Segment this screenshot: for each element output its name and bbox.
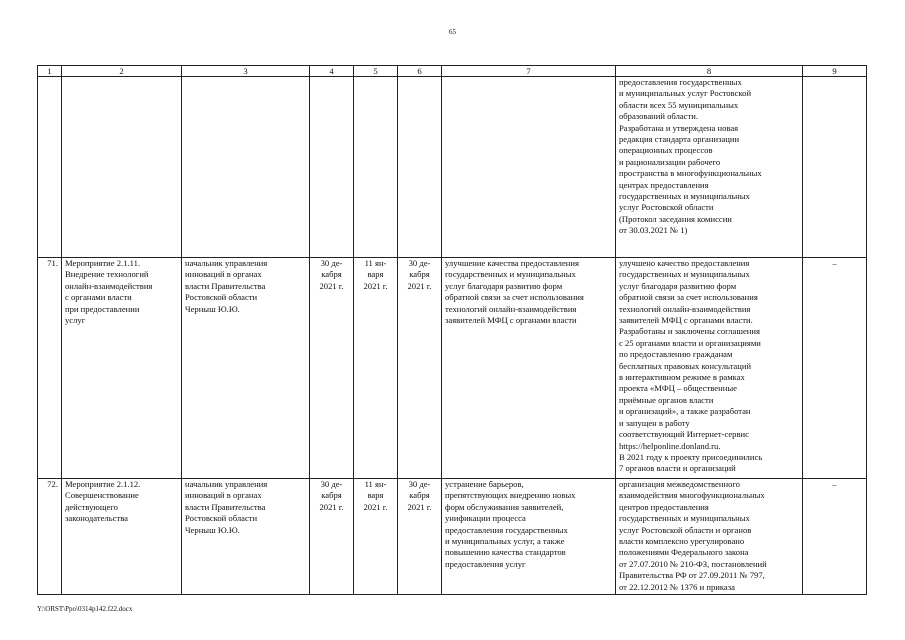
row-number: 71. [38,258,62,479]
note: – [803,479,867,595]
date-fact-start: 11 ян- варя 2021 г. [363,258,388,291]
date-fact-end: 30 де- кабря 2021 г. [407,479,432,512]
date-plan-end: 30 де- кабря 2021 г. [319,479,344,512]
page-number: 65 [449,28,456,36]
column-number: 1 [38,66,62,77]
column-number-row [38,66,867,77]
date-fact-end: 30 де- кабря 2021 г. [407,258,432,291]
column-number: 4 [310,66,354,77]
result-fact: улучшено качество предоставления государственных и муниципальных услуг благодаря развитию форм обратной связи за счет использования технологий онлайн-взаимодействия заявителей МФЦ с органами власти. Разработаны и заключены соглашения с 25 органами власти и организациями по предоставлению гражданам бесплатных правовых консультаций в интерактивном режиме в рамках проекта «МФЦ – общественные приёмные органов власти и организаций», а также разработан и запущен в работу соответствующий Интернет-сервис https://helponline.donland.ru. В 2021 году к проекту присоединились 7 органов власти и организаций [619,258,763,474]
result-fact-text: предоставления государственных и муниципальных услуг Ростовской области всех 55 муниципальных образований области. Разработана и утверждена новая редакция стандарта организации операционных процессов и рационализации рабочего пространства в многофункциональных центрах предоставления государственных и муниципальных услуг Ростовской области (Протокол заседания комиссии от 30.03.2021 № 1) [619,77,762,236]
table-row [38,479,867,595]
column-number: 6 [398,66,442,77]
result-fact-cell [616,77,803,258]
column-number: 3 [182,66,310,77]
column-number: 9 [803,66,867,77]
note: – [803,258,867,479]
file-path-footer: Y:\ORST\Ppo\0314p142.f22.docx [37,605,133,613]
executor: начальник управления инноваций в органах власти Правительства Ростовской области Черныш Ю.Ю. [185,258,268,314]
result-plan: устранение барьеров, препятствующих внедрению новых форм обслуживания заявителей, унификации процесса предоставления государственных и муниципальных услуг, а также повышению качества стандартов предоставления услуг [445,479,576,569]
result-plan: улучшение качества предоставления государственных и муниципальных услуг благодаря развитию форм обратной связи за счет использования технологий онлайн-взаимодействия заявителей МФЦ с органами власти [445,258,584,326]
date-fact-start: 11 ян- варя 2021 г. [363,479,388,512]
executor: начальник управления инноваций в органах власти Правительства Ростовской области Черныш Ю.Ю. [185,479,268,535]
row-number: 72. [38,479,62,595]
column-number: 5 [354,66,398,77]
result-fact: организация межведомственного взаимодействия многофункциональных центров предоставления государственных и муниципальных услуг Ростовской области и органов власти комплексно урегулировано положениями Федерального закона от 27.07.2010 № 210-ФЗ, постановлений Правительства РФ от 27.09.2011 № 797, от 22.12.2012 № 1376 и приказа [619,479,767,592]
report-table [37,65,867,595]
table-row [38,258,867,479]
measure-name: Мероприятие 2.1.12. Совершенствование действующего законодательства [65,479,141,524]
date-plan-end: 30 де- кабря 2021 г. [319,258,344,291]
column-number: 7 [442,66,616,77]
column-number: 8 [616,66,803,77]
column-number: 2 [62,66,182,77]
table-row-continuation [38,77,867,258]
measure-name: Мероприятие 2.1.11. Внедрение технологий онлайн-взаимодействия с органами власти при предоставлении услуг [65,258,153,326]
